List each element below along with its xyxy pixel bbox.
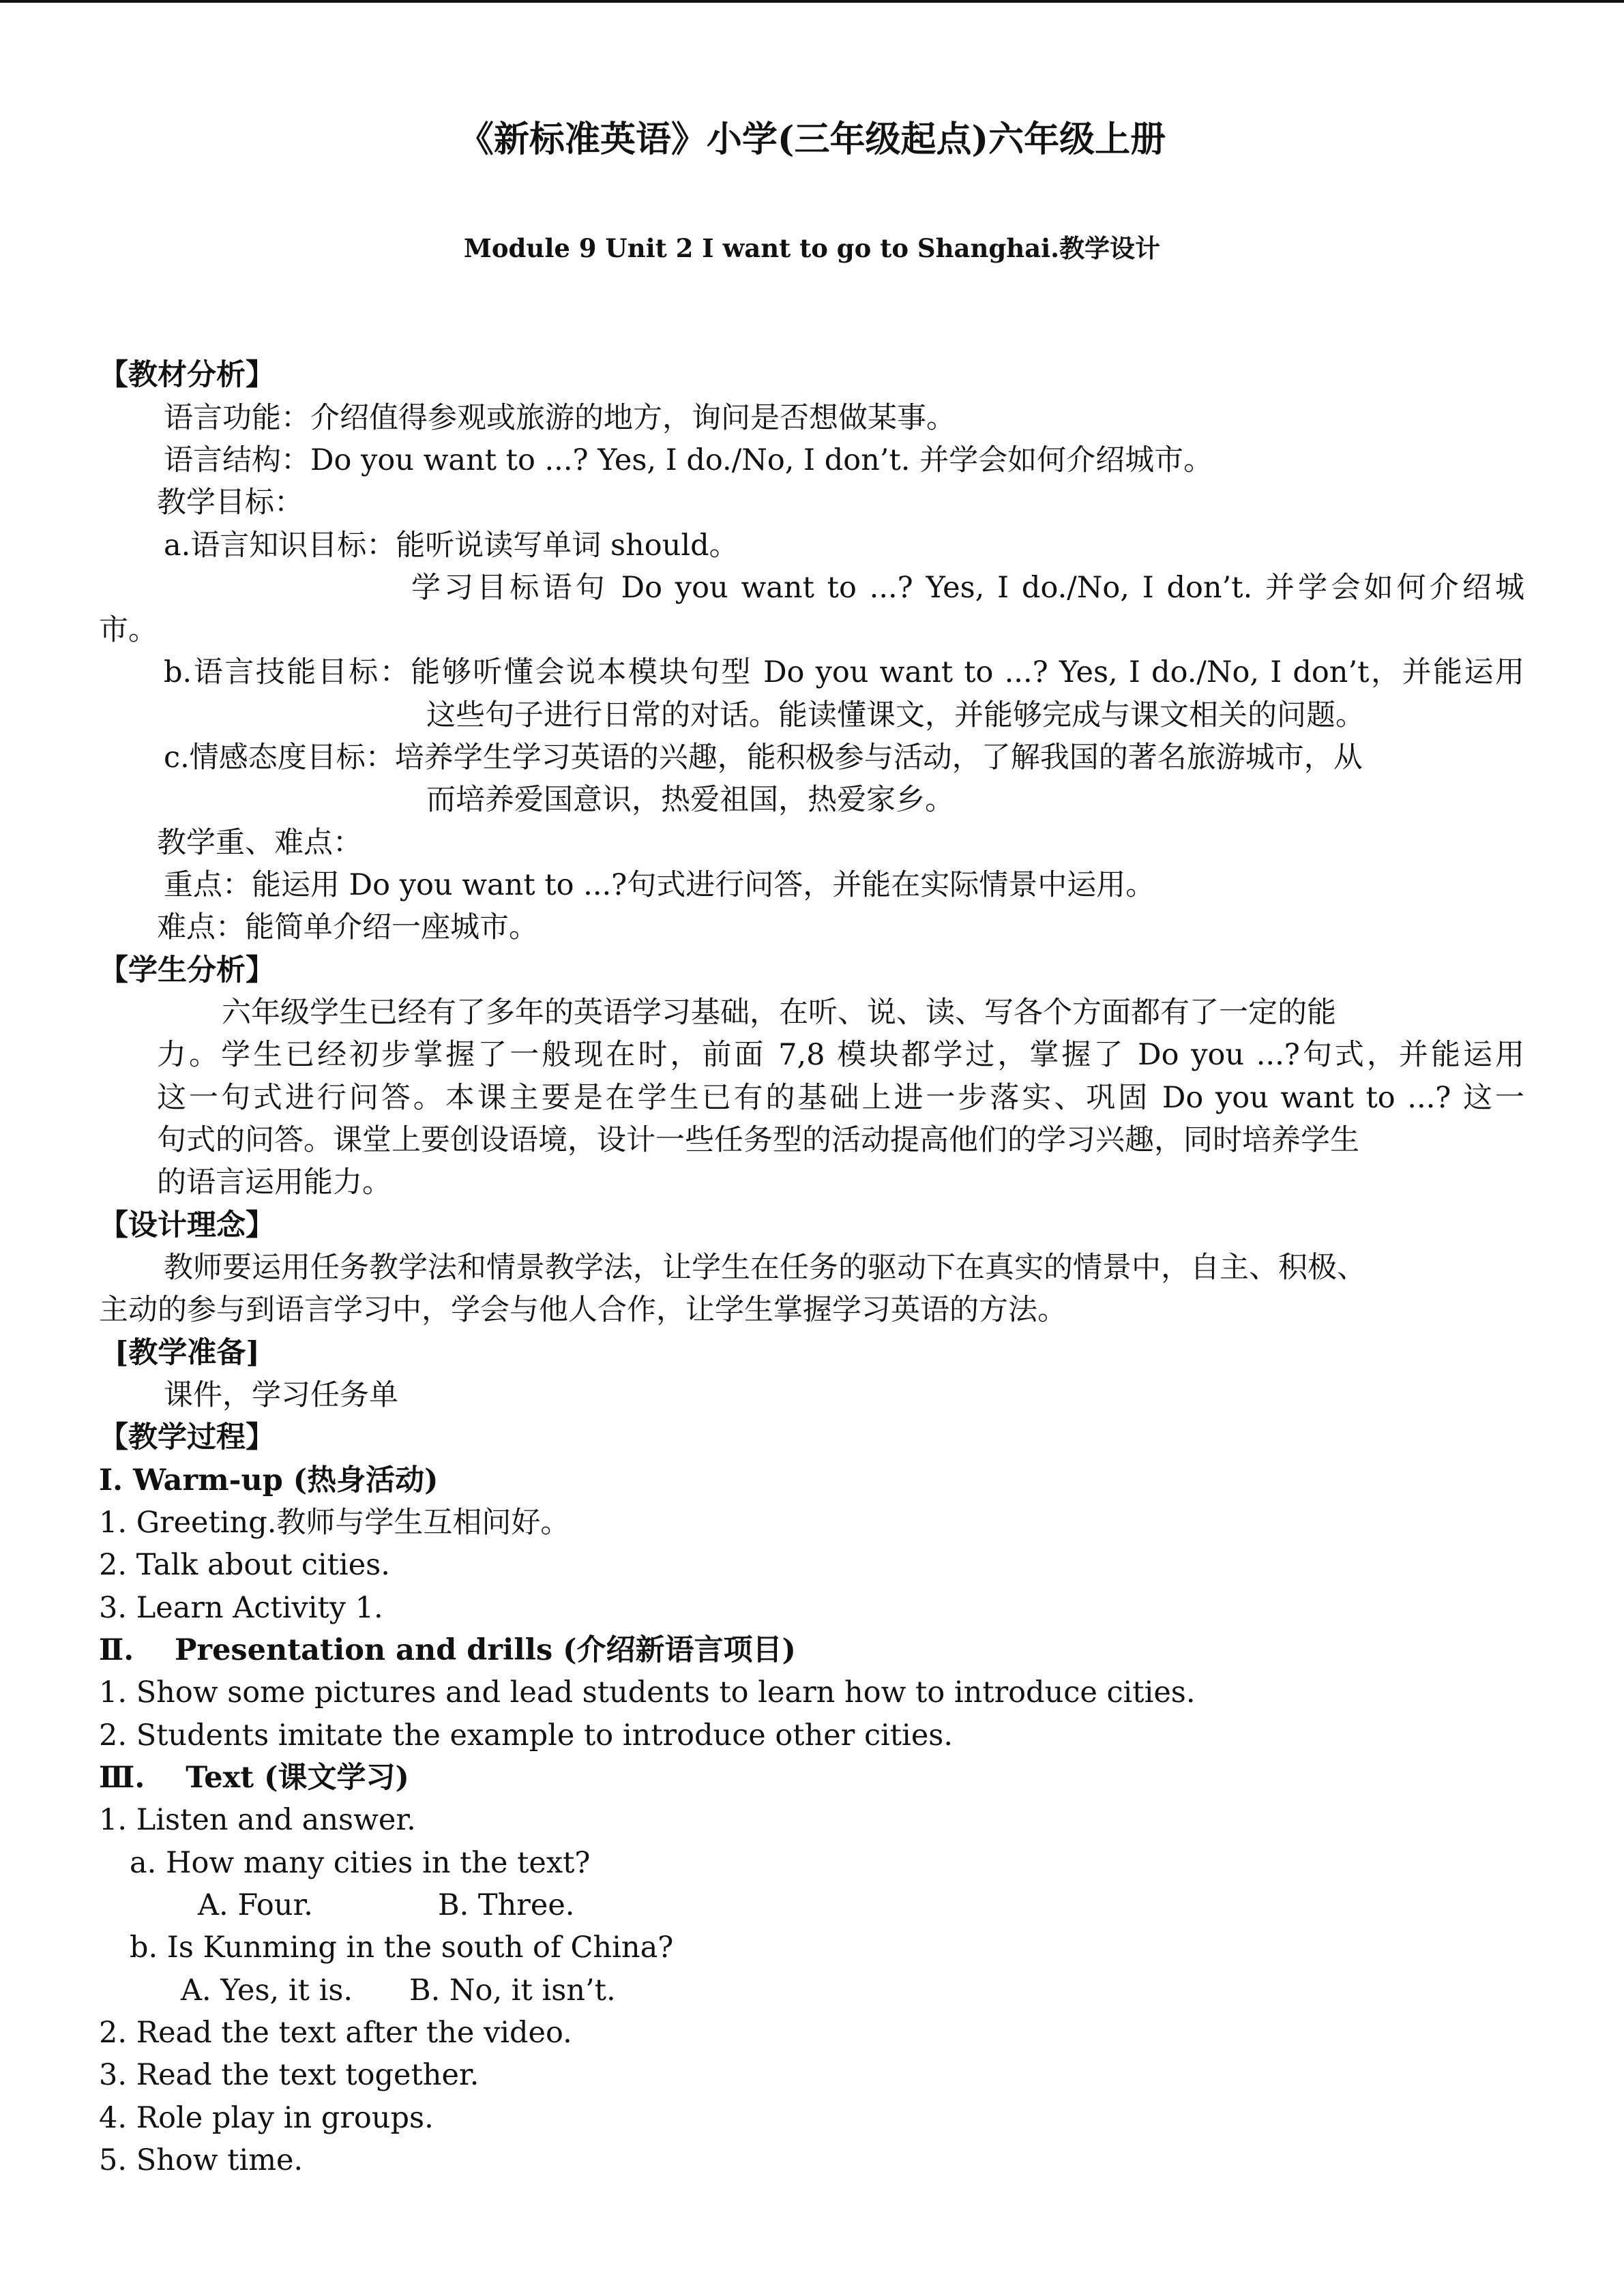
section-heading-prep: [教学准备] [115, 1336, 260, 1370]
section-heading-materials: 【教材分析】 [99, 358, 275, 392]
difficult-point: 难点：能简单介绍一座城市。 [157, 910, 538, 944]
concept-line1: 教师要运用任务教学法和情景教学法，让学生在任务的驱动下在真实的情景中，自主、积极、 [164, 1251, 1366, 1285]
goal-c-line1: c.情感态度目标：培养学生学习英语的兴趣，能积极参与活动，了解我国的著名旅游城市，从 [164, 741, 1363, 775]
warmup-item: 1. Greeting.教师与学生互相问好。 [99, 1506, 570, 1540]
goal-a-sentence: 学习目标语句 Do you want to ...? Yes, I do./No, I don’t. 并学会如何介绍城 [411, 571, 1524, 605]
goal-b-line1: b.语言技能目标：能够听懂会说本模块句型 Do you want to ...? Yes, I do./No, I don’t，并能运用 [164, 655, 1524, 689]
question-a-option-b: B. Three. [438, 1888, 575, 1922]
text-item: 2. Read the text after the video. [99, 2016, 572, 2050]
goal-b-line2: 这些句子进行日常的对话。能读懂课文，并能够完成与课文相关的问题。 [426, 698, 1365, 732]
text-item: 5. Show time. [99, 2143, 304, 2177]
section-heading-students: 【学生分析】 [99, 953, 275, 987]
key-points-label: 教学重、难点： [157, 826, 362, 860]
goal-a-sentence-end: 市。 [99, 613, 158, 647]
document-title: 《新标准英语》小学(三年级起点)六年级上册 [458, 119, 1166, 160]
question-b-option-b: B. No, it isn’t. [409, 1973, 616, 2008]
concept-line2: 主动的参与到语言学习中，学会与他人合作，让学生掌握学习英语的方法。 [99, 1293, 1067, 1327]
student-analysis-line: 句式的问答。课堂上要创设语境，设计一些任务型的活动提高他们的学习兴趣，同时培养学生 [157, 1123, 1359, 1157]
warmup-heading: Ⅰ. Warm-up (热身活动) [99, 1463, 439, 1497]
goal-c-line2: 而培养爱国意识，热爱祖国，热爱家乡。 [426, 783, 954, 817]
presentation-item: 2. Students imitate the example to introduce other cities. [99, 1718, 953, 1753]
text-item: 4. Role play in groups. [99, 2101, 434, 2135]
warmup-item: 3. Learn Activity 1. [99, 1591, 383, 1625]
language-function: 语言功能：介绍值得参观或旅游的地方，询问是否想做某事。 [164, 401, 956, 435]
section-heading-process: 【教学过程】 [99, 1420, 275, 1455]
student-analysis-line: 这一句式进行问答。本课主要是在学生已有的基础上进一步落实、巩固 Do you want to ...? 这一 [157, 1081, 1524, 1115]
text-item: 3. Read the text together. [99, 2058, 479, 2092]
student-analysis-line: 的语言运用能力。 [157, 1165, 392, 1199]
document-subtitle: Module 9 Unit 2 I want to go to Shanghai.教学设计 [463, 233, 1161, 263]
goals-label: 教学目标： [157, 486, 304, 520]
section-heading-concept: 【设计理念】 [99, 1208, 275, 1242]
key-point: 重点：能运用 Do you want to ...?句式进行问答，并能在实际情景中运用。 [164, 868, 1155, 902]
prep-content: 课件，学习任务单 [164, 1378, 398, 1412]
question-a: a. How many cities in the text? [130, 1846, 591, 1880]
question-b: b. Is Kunming in the south of China? [130, 1930, 674, 1965]
presentation-item: 1. Show some pictures and lead students to learn how to introduce cities. [99, 1675, 1196, 1710]
student-analysis-line: 六年级学生已经有了多年的英语学习基础，在听、说、读、写各个方面都有了一定的能 [222, 996, 1336, 1030]
student-analysis-line: 力。学生已经初步掌握了一般现在时，前面 7,8 模块都学过，掌握了 Do you ...?句式，并能运用 [157, 1038, 1524, 1072]
question-b-option-a: A. Yes, it is. [181, 1973, 353, 2008]
language-structure: 语言结构：Do you want to ...? Yes, I do./No, I don’t. 并学会如何介绍城市。 [164, 443, 1213, 477]
text-item: 1. Listen and answer. [99, 1803, 416, 1837]
text-heading: Ⅲ. Text (课文学习) [99, 1761, 409, 1795]
warmup-item: 2. Talk about cities. [99, 1548, 390, 1582]
question-a-option-a: A. Four. [198, 1888, 313, 1922]
goal-a: a.语言知识目标：能听说读写单词 should。 [164, 528, 739, 563]
presentation-heading: Ⅱ. Presentation and drills (介绍新语言项目) [99, 1633, 796, 1667]
